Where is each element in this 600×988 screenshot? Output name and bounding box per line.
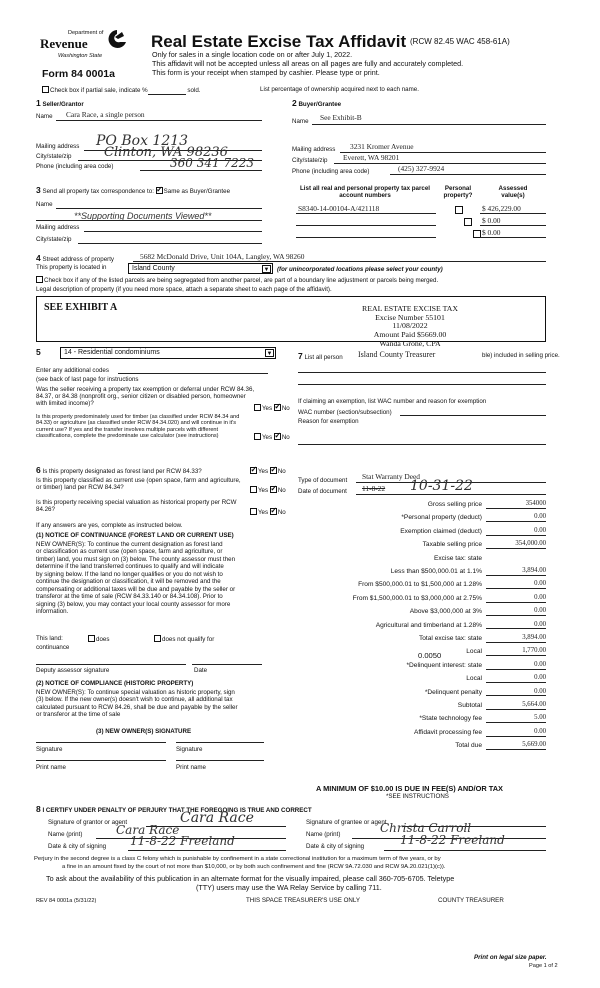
timber-yes-checkbox[interactable] xyxy=(254,433,261,440)
notice-line: or classification as current use (open space, farm and agriculture, or xyxy=(36,548,223,556)
tax-row-value[interactable]: 3,894.00 xyxy=(486,567,546,576)
tax-row-value[interactable]: 0.00 xyxy=(486,674,546,683)
tax-row-value[interactable]: 5,664.00 xyxy=(486,701,546,710)
timber-yes-no: Yes ✓ No xyxy=(254,433,290,441)
deputy-signature-label: Deputy assessor signature xyxy=(36,667,110,674)
county-select[interactable] xyxy=(128,263,273,274)
section5-num: 5 xyxy=(36,347,41,357)
assessed-value-field[interactable]: $ 0.00 xyxy=(482,216,501,225)
certify-statement: 8 I CERTIFY UNDER PENALTY OF PERJURY THAT THE FOREGOING IS TRUE AND CORRECT xyxy=(36,804,312,814)
timber-no-checkbox[interactable] xyxy=(274,433,281,440)
exemption-question: Was the seller receiving a property tax exemption or deferral under RCW 84.36, 84.37, or 84.38 (nonprofit org., senior citizen or disabled person, homeowner with limited income)? xyxy=(36,386,255,408)
grantee-name-label: Name (print) xyxy=(306,831,341,838)
parcel-list-header: List all real and personal property tax parcel account numbers xyxy=(300,185,430,200)
s3-name-label: Name xyxy=(36,201,53,208)
logo-revenue: Revenue xyxy=(40,36,88,51)
s3-city-label: City/state/zip xyxy=(36,236,72,243)
notice-line: information. xyxy=(36,607,69,615)
tax-row-label: From $1,500,000.01 to $3,000,000 at 2.75% xyxy=(352,594,482,602)
grantor-signature-field[interactable]: Cara Race xyxy=(180,810,254,826)
doc-type-field[interactable]: Stat Warranty Deed xyxy=(362,472,420,481)
tax-row-label: Above $3,000,000 at 3% xyxy=(409,608,482,616)
stamp-line-5: Wanda Grone, CPA xyxy=(379,338,441,348)
tax-row-value[interactable]: 354,000.00 xyxy=(486,540,546,549)
buyer-city-label: City/state/zip xyxy=(292,157,328,164)
tax-row-value[interactable]: 3,894.00 xyxy=(486,634,546,643)
notice-line: transferor at the time of sale (RCW 84.33.140 or 84.34.108). Prior to xyxy=(36,593,223,601)
minimum-due-note: A MINIMUM OF $10.00 IS DUE IN FEE(S) AND/OR TAX xyxy=(316,784,503,793)
availability-line-1: To ask about the availability of this publication in an alternate format for the visually impaired, please call 360-705-6705. Teletype xyxy=(46,874,455,883)
buyer-mailing-field[interactable]: 3231 Kromer Avenue xyxy=(350,142,414,151)
tax-row-value[interactable]: 0.00 xyxy=(486,513,546,522)
land-use-select-value: 14 - Residential condominiums xyxy=(64,349,160,356)
if-any-note: If any answers are yes, complete as instructed below. xyxy=(36,522,183,529)
tax-row-value[interactable]: 1,770.00 xyxy=(486,647,546,656)
stamp-line-1: REAL ESTATE EXCISE TAX xyxy=(362,304,458,313)
segregation-note: Check box if any of the listed parcels are being segregated from another parcel, are part of a boundary line adjustment or parcels being merged. xyxy=(36,276,438,284)
section3-heading: 3 Send all property tax correspondence to: ✓ Same as Buyer/Grantee xyxy=(36,186,230,196)
availability-line-2: (TTY) users may use the WA Relay Service by calling 711. xyxy=(196,883,382,892)
unincorporated-note: (for unincorporated locations please select your county) xyxy=(277,266,443,273)
buyer-name-field[interactable]: See Exhibit-B xyxy=(320,113,362,122)
tax-row-value[interactable]: 0.00 xyxy=(486,580,546,589)
notice-line: determine if the land transferred continues to qualify and will indicate xyxy=(36,563,224,571)
treasurer-use-only: THIS SPACE TREASURER'S USE ONLY xyxy=(246,897,360,904)
tax-row-label: *Delinquent interest: state xyxy=(406,661,482,669)
parcel-number-field[interactable]: S8340-14-00104-A/421118 xyxy=(298,204,380,213)
header-line-3: This form is your receipt when stamped by cashier. Please type or print. xyxy=(152,68,380,77)
tax-row-label: *State technology fee xyxy=(419,715,482,723)
tax-row-label: Gross selling price xyxy=(427,501,482,508)
supporting-documents: **Supporting Documents Viewed** xyxy=(74,211,212,221)
buyer-mailing-label: Mailing address xyxy=(292,146,336,153)
notice-line: or transferor at the time of sale xyxy=(36,711,121,719)
owner-print-label-1: Print name xyxy=(36,764,66,771)
legal-paper-note: Print on legal size paper. xyxy=(474,954,547,961)
chevron-down-icon: ▼ xyxy=(263,267,270,273)
owner-signature-label-2: Signature xyxy=(176,746,203,753)
stamp-line-4: Amount Paid $5669.00 xyxy=(373,330,447,340)
tax-row-label: Total due xyxy=(455,742,482,750)
assessed-value-field[interactable]: $ 426,229.00 xyxy=(482,204,521,213)
does-checkbox[interactable] xyxy=(88,635,95,642)
land-use-select[interactable] xyxy=(60,347,276,359)
grantee-date-field[interactable]: 11-8-22 Freeland xyxy=(400,833,505,847)
doc-date-field[interactable]: 10-31-22 xyxy=(410,478,473,494)
open-space-question: Is this property classified as current use (open space, farm and agriculture, or timber) land per RCW 84.34? xyxy=(36,477,241,492)
notice-line: (3) below. If the new owner(s) doesn't wish to continue, all additional tax xyxy=(36,696,233,704)
additional-codes-label: Enter any additional codes xyxy=(36,367,109,374)
notice-line: signing (3) below, you may contact your local county assessor for more xyxy=(36,600,231,608)
open-space-no-checkbox[interactable] xyxy=(270,486,277,493)
owner-signature-label-1: Signature xyxy=(36,746,63,753)
street-address-label: 4 Street address of property xyxy=(36,253,115,263)
tax-row-value[interactable]: 0.00 xyxy=(486,621,546,630)
tax-row-value[interactable]: 5.00 xyxy=(486,714,546,723)
exemption-yes-checkbox[interactable] xyxy=(254,404,261,411)
list-percentage-note: List percentage of ownership acquired next to each name. xyxy=(260,86,419,93)
notice-line: by signing below. If the land no longer qualifies or you do not wish to xyxy=(36,570,223,578)
this-land-label: This land: xyxy=(36,635,63,642)
doc-type-label: Type of document xyxy=(298,477,348,484)
tax-row-value[interactable]: 354000 xyxy=(486,500,546,509)
tax-row-label: Exemption claimed (deduct) xyxy=(400,527,482,535)
logo-state: Washington State xyxy=(58,53,103,59)
grantee-signature-label: Signature of grantee or agent xyxy=(306,819,387,826)
page-title: Real Estate Excise Tax Affidavit xyxy=(151,32,407,51)
tax-row-label: From $500,000.01 to $1,500,000 at 1.28% xyxy=(358,581,482,589)
open-space-yes-no: Yes ✓ No xyxy=(250,486,286,494)
see-exhibit-a: SEE EXHIBIT A xyxy=(44,302,118,313)
grantee-date-label: Date & city of signing xyxy=(306,843,365,850)
doc-date-struck: 11-8-22 xyxy=(362,484,386,493)
see-instructions: *SEE INSTRUCTIONS xyxy=(386,793,449,800)
segregation-checkbox[interactable] xyxy=(36,276,43,283)
buyer-name-label: Name xyxy=(292,118,309,125)
local-rate: 0.0050 xyxy=(418,651,442,660)
tax-row-value[interactable]: 0.00 xyxy=(486,688,546,697)
street-address-field[interactable]: 5682 McDonald Drive, Unit 104A, Langley, WA 98260 xyxy=(140,252,305,261)
section7-label: 7 List all person xyxy=(298,351,343,361)
buyer-city-field[interactable]: Everett, WA 98201 xyxy=(343,153,400,162)
partial-sale: Check box if partial sale, indicate % sold. xyxy=(42,86,201,95)
open-space-yes-checkbox[interactable] xyxy=(250,486,257,493)
perjury-line-2: a fine in an amount fixed by the court of not more than $10,000, or by both such confinement and fine (RCW 9A.72.030 and RCW 9A.20.021(1)(c)). xyxy=(62,864,446,870)
header-line-2: This affidavit will not be accepted unless all areas on all pages are fully and accurately completed. xyxy=(152,59,464,68)
timber-question: Is this property predominately used for timber (as classified under RCW 84.34 and 84.33) or agriculture (as classified under RCW 84.34.020) and will continue in it's current use? If yes and the transfer involves multiple parcels with different classifications, complete the predominate use calculator (see instructions) xyxy=(36,414,240,440)
personal-property-header: Personal property? xyxy=(443,185,473,200)
notice-line: NEW OWNER(S): To continue special valuation as historic property, sign xyxy=(36,689,235,696)
notice-continuance-body xyxy=(36,541,235,615)
forest-yes-checkbox[interactable] xyxy=(250,467,257,474)
form-number: Form 84 0001a xyxy=(42,68,115,80)
historical-question: Is this property receiving special valuation as historical property per RCW 84.26? xyxy=(36,499,237,514)
owner-print-label-2: Print name xyxy=(176,764,206,771)
grantor-date-field[interactable]: 11-8-22 Freeland xyxy=(130,834,235,848)
historical-yes-no: Yes ✓ No xyxy=(250,508,286,516)
grantor-name-field[interactable]: Cara Race xyxy=(116,823,180,837)
tax-row-label: Less than $500,000.01 at 1.1% xyxy=(390,568,482,575)
notice-line: timber) land, you must sign on (3) below. The county assessor must then xyxy=(36,555,236,563)
buyer-phone-label: Phone (including area code) xyxy=(292,168,370,175)
tax-row-label: Total excise tax: state xyxy=(418,635,482,642)
tax-row-label: Local xyxy=(466,675,482,683)
seller-phone-label: Phone (including area code) xyxy=(36,163,114,170)
notice-line: continue the designation or classification, it will be removed and the xyxy=(36,578,221,586)
notice-line: NEW OWNER(S): To continue the current designation as forest land xyxy=(36,541,223,548)
title-rcw: (RCW 82.45 WAC 458-61A) xyxy=(410,37,510,46)
logo xyxy=(34,28,134,70)
tax-row-label: Taxable selling price xyxy=(422,541,482,549)
notice-compliance-title: (2) NOTICE OF COMPLIANCE (HISTORIC PROPERTY) xyxy=(36,680,194,687)
s3-mailing-label: Mailing address xyxy=(36,224,80,231)
doc-date-label: Date of document xyxy=(298,488,347,495)
tax-row-label: Subtotal xyxy=(457,702,482,709)
seller-name-field[interactable]: Cara Race, a single person xyxy=(66,110,145,119)
grantor-name-label: Name (print) xyxy=(48,831,83,838)
tax-row-label: Excise tax: state xyxy=(433,554,482,562)
forest-question: 6 Is this property designated as forest land per RCW 84.33? xyxy=(36,465,202,475)
assessed-value-field[interactable]: $ 0.00 xyxy=(482,228,501,237)
stamp-line-3: 11/08/2022 xyxy=(392,321,428,331)
logo-dept: Department of xyxy=(68,30,104,36)
header-line-1: Only for sales in a single location code on or after July 1, 2022. xyxy=(152,50,353,59)
revision-number: REV 84 0001a (5/31/22) xyxy=(36,898,97,904)
notice-continuance-title: (1) NOTICE OF CONTINUANCE (FOREST LAND OR CURRENT USE) xyxy=(36,532,234,539)
tax-row-value[interactable]: 0.00 xyxy=(486,607,546,616)
does-option: does xyxy=(88,635,109,643)
see-back-note: (see back of last page for instructions xyxy=(36,376,139,383)
same-as-buyer-checkbox[interactable] xyxy=(156,187,163,194)
tax-row-value[interactable]: 0.00 xyxy=(486,728,546,737)
historical-no-checkbox[interactable] xyxy=(270,508,277,515)
tax-row-label: *Personal property (deduct) xyxy=(401,514,482,522)
does-not-checkbox[interactable] xyxy=(154,635,161,642)
stamp-line-2: Excise Number 55101 xyxy=(375,312,445,322)
chevron-down-icon: ▼ xyxy=(266,351,273,357)
tax-row-label: *Delinquent penalty xyxy=(424,688,482,696)
grantor-signature-label: Signature of grantor or agent xyxy=(48,819,128,826)
personal-property-checkbox[interactable] xyxy=(464,218,472,226)
partial-sale-checkbox[interactable] xyxy=(42,86,49,93)
page-number: Page 1 of 2 xyxy=(529,963,558,969)
historical-yes-checkbox[interactable] xyxy=(250,508,257,515)
grantor-date-label: Date & city of signing xyxy=(48,843,107,850)
legal-description-label: Legal description of property (if you need more space, attach a separate sheet to each page of the affidavit). xyxy=(36,286,332,293)
notice-line: compensating or additional taxes will be due and payable by the seller or xyxy=(36,585,236,593)
wac-number-label: WAC number (section/subsection) xyxy=(298,409,392,416)
exemption-no-checkbox[interactable] xyxy=(274,404,281,411)
buyer-heading: 2 Buyer/Grantee xyxy=(292,98,342,108)
section7-label-end: ble) included in selling price. xyxy=(482,352,560,359)
buyer-phone-field[interactable]: (425) 327-9924 xyxy=(398,164,445,173)
does-not-option: does not qualify for xyxy=(154,635,214,643)
claim-exemption-label: If claiming an exemption, list WAC number and reason for exemption xyxy=(298,398,487,405)
notice-line: calculated pursuant to RCW 84.26, shall be due and payable by the seller xyxy=(36,703,238,711)
county-treasurer: COUNTY TREASURER xyxy=(438,897,504,904)
notice-compliance-body xyxy=(36,689,238,719)
seller-name-label: Name xyxy=(36,113,53,120)
tax-row-value[interactable]: 0.00 xyxy=(486,594,546,603)
exemption-reason-label: Reason for exemption xyxy=(298,418,359,425)
exemption-yes-no: Yes ✓ No xyxy=(254,404,290,412)
tax-row-value[interactable]: 5,669.00 xyxy=(486,741,546,750)
seller-city-label: City/state/zip xyxy=(36,153,72,160)
seller-heading: 1 Seller/Grantor xyxy=(36,98,84,108)
seller-city-field[interactable]: Clinton, WA 98236 xyxy=(104,145,228,160)
continuance-label: continuance xyxy=(36,644,70,651)
treasurer-stamp-overlay: Island County Treasurer xyxy=(358,350,436,359)
new-owner-signature-title: (3) NEW OWNER(S) SIGNATURE xyxy=(96,728,192,735)
perjury-line-1: Perjury in the second degree is a class C felony which is punishable by confinement in a state correctional institution for a maximum term of five years, or by xyxy=(34,856,441,862)
personal-property-checkbox[interactable] xyxy=(455,206,463,214)
tax-row-value[interactable]: 0.00 xyxy=(486,661,546,670)
tax-row-value[interactable]: 0.00 xyxy=(486,527,546,536)
assessed-value-header: Assessed value(s) xyxy=(498,185,528,200)
deputy-date-label: Date xyxy=(194,667,208,674)
seller-mailing-field[interactable]: PO Box 1213 xyxy=(96,133,189,149)
county-select-value: Island County xyxy=(132,265,175,272)
forest-yes-no: ✓ Yes ✓ No xyxy=(250,467,286,475)
revenue-logo-icon xyxy=(106,28,128,52)
tax-row-label: Agricultural and timberland at 1.28% xyxy=(375,621,482,629)
forest-no-checkbox[interactable] xyxy=(270,467,277,474)
located-label: This property is located in xyxy=(36,264,107,271)
seller-mailing-label: Mailing address xyxy=(36,143,80,150)
tax-row-label: Local xyxy=(466,648,482,656)
treasurer-stamp xyxy=(340,305,480,349)
grantee-name-field[interactable]: Christa Carroll xyxy=(380,821,472,835)
seller-phone-field[interactable]: 360 341 7223 xyxy=(170,156,254,170)
tax-row-label: Affidavit processing fee xyxy=(413,728,482,736)
